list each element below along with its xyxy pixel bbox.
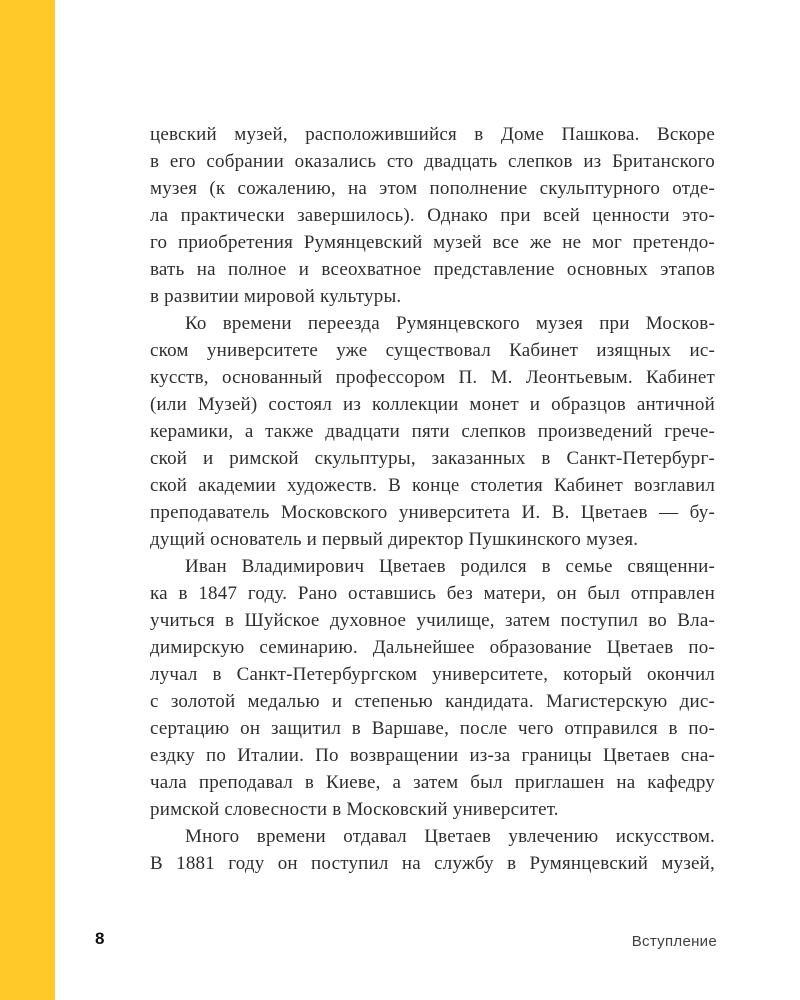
paragraph [150,553,715,823]
text-line: Много времени отдавал Цветаев увлечению искусством. [185,826,715,847]
text-line: ской и римской скульптуры, заказанных в Санкт-Петербург- [150,448,715,469]
text-line: ездку по Италии. По возвращении из-за границы Цветаев сна- [150,745,715,766]
paragraph [150,310,715,553]
text-line: го приобретения Румянцевский музей все же не мог претендо- [150,232,715,253]
text-line: ка в 1847 году. Рано оставшись без матери, он был отправлен [150,583,715,604]
running-footer-section-title: Вступление [631,933,717,950]
text-line: вать на полное и всеохватное представление основных этапов [150,259,715,280]
text-line: учиться в Шуйское духовное училище, затем поступил во Вла- [150,610,715,631]
text-line: керамики, а также двадцати пяти слепков произведений грече- [150,421,715,442]
text-line: дущий основатель и первый директор Пушкинского музея. [150,529,639,550]
text-line: ском университете уже существовал Кабинет изящных ис- [150,340,715,361]
text-line: в его собрании оказались сто двадцать слепков из Британского [150,151,715,172]
yellow-margin-stripe [0,0,55,1000]
text-line: Иван Владимирович Цветаев родился в семье священни- [185,556,715,577]
text-line: ла практически завершилось). Однако при всей ценности это- [150,205,715,226]
paragraph [150,121,715,310]
text-line: (или Музей) состоял из коллекции монет и образцов античной [150,394,715,415]
text-line: цевский музей, расположившийся в Доме Пашкова. Вскоре [150,124,715,145]
text-line: Ко времени переезда Румянцевского музея при Москов- [185,313,715,334]
text-line: димирскую семинарию. Дальнейшее образование Цветаев по- [150,637,715,658]
text-line: римской словесности в Московский университет. [150,799,559,820]
text-line: ской академии художеств. В конце столетия Кабинет возглавил [150,475,715,496]
text-line: с золотой медалью и степенью кандидата. Магистерскую дис- [150,691,715,712]
text-column [150,121,715,877]
text-line: В 1881 году он поступил на службу в Румянцевский музей, [150,853,715,874]
text-line: чала преподавал в Киеве, а затем был приглашен на кафедру [150,772,715,793]
text-line: лучал в Санкт-Петербургском университете, который окончил [150,664,715,685]
page-number: 8 [95,929,105,948]
text-line: сертацию он защитил в Варшаве, после чего отправился в по- [150,718,715,739]
text-line: преподаватель Московского университета И. В. Цветаев — бу- [150,502,715,523]
paragraph [150,823,715,877]
text-line: в развитии мировой культуры. [150,286,402,307]
text-line: музея (к сожалению, на этом пополнение скульптурного отде- [150,178,715,199]
text-line: кусств, основанный профессором П. М. Леонтьевым. Кабинет [150,367,715,388]
